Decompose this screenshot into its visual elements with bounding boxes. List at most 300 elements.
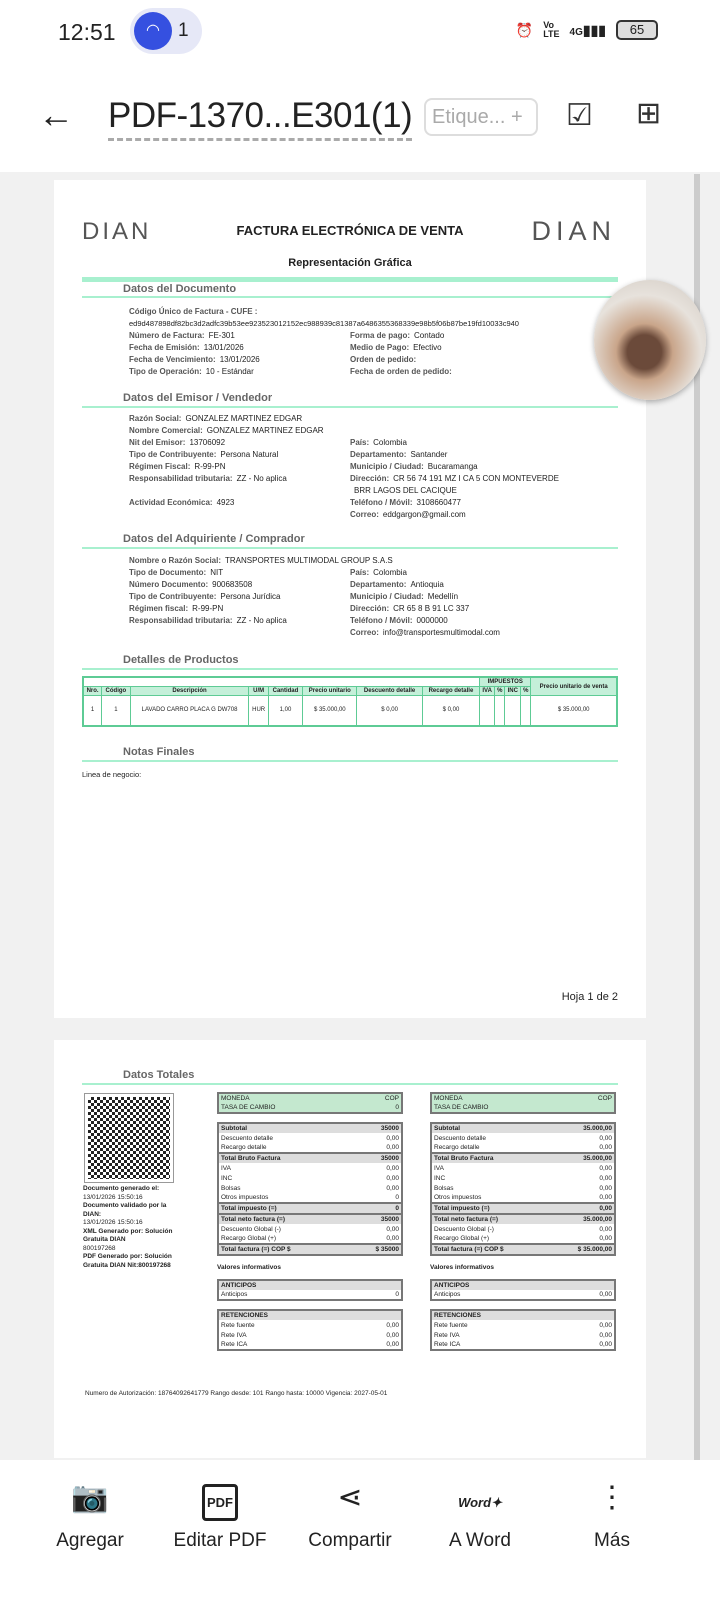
row-value: 0,00: [386, 1174, 399, 1182]
volte-icon: Vo LTE: [543, 20, 560, 39]
row-label: Rete fuente: [221, 1321, 255, 1329]
field-row: [129, 485, 609, 497]
more-icon: ⋮: [597, 1481, 627, 1514]
floating-avatar-bubble[interactable]: [594, 280, 706, 400]
row-label: Anticipos: [434, 1291, 461, 1298]
currency-table-row: [218, 1103, 402, 1113]
field-row: [129, 473, 609, 485]
row-value: 0,00: [599, 1174, 612, 1182]
field-value: Efectivo: [413, 343, 442, 352]
impuestos-header: IMPUESTOS: [480, 677, 531, 687]
qr-info-line: 800197268: [83, 1244, 116, 1252]
row-label: Rete ICA: [434, 1341, 461, 1348]
field-cell: [350, 437, 571, 449]
select-pages-icon[interactable]: ☑: [566, 99, 593, 132]
back-arrow-icon[interactable]: ←: [38, 94, 74, 135]
table-cell: LAVADO CARRO PLACA G DW708: [130, 696, 249, 726]
blank-header-cell: [357, 677, 422, 687]
section-emisor: Datos del Emisor / Vendedor: [123, 392, 273, 404]
field-cell: [350, 485, 571, 497]
field-cell: [129, 366, 350, 378]
status-bar: [0, 0, 720, 64]
section-productos: Detalles de Productos: [123, 654, 239, 666]
field-label: Responsabilidad tributaria:: [129, 616, 233, 625]
table-row: [83, 696, 617, 726]
column-header: Precio unitario: [303, 687, 357, 696]
field-value: CR 65 8 B 91 LC 337: [393, 604, 470, 613]
column-header: Nro.: [83, 687, 102, 696]
row-label: Descuento Global (-): [434, 1225, 494, 1233]
field-value: 13706092: [189, 438, 226, 447]
pdf-icon: PDF: [168, 1460, 272, 1524]
to-word-button[interactable]: [430, 1460, 530, 1552]
field-value: Colombia: [373, 568, 407, 577]
row-label: Subtotal: [218, 1123, 351, 1133]
field-label: Nombre Comercial:: [129, 426, 203, 435]
blank-header-cell: [422, 677, 479, 687]
column-header: INC: [505, 687, 521, 696]
field-value: ZZ - No aplica: [236, 616, 287, 625]
field-cell: [129, 485, 350, 497]
field-label: País:: [350, 438, 370, 447]
field-value: Colombia: [373, 438, 407, 447]
section-totales: Datos Totales: [123, 1069, 195, 1081]
field-label: Tipo de Contribuyente:: [129, 450, 217, 459]
valores-informativos: Valores informativos: [430, 1264, 494, 1271]
field-cell: [350, 449, 571, 461]
section-adquiriente: Datos del Adquiriente / Comprador: [123, 533, 305, 545]
table-cell: 1,00: [268, 696, 302, 726]
field-row: [129, 567, 609, 579]
field-label: Correo:: [350, 510, 379, 519]
blank-header-cell: [102, 677, 130, 687]
field-label: Número Documento:: [129, 580, 209, 589]
field-cell: [129, 449, 350, 461]
field-cell: [350, 603, 571, 615]
field-cell: [129, 567, 350, 579]
qr-info-line: 13/01/2026 15:50:16: [83, 1219, 143, 1226]
field-label: Medio de Pago:: [350, 343, 410, 352]
row-value: 35.000,00: [551, 1123, 615, 1133]
field-cell: [350, 461, 571, 473]
field-cell: [350, 354, 571, 366]
invoice-title: FACTURA ELECTRÓNICA DE VENTA: [236, 223, 464, 238]
blank-header-cell: [268, 677, 302, 687]
row-value: [370, 1280, 402, 1290]
row-value: 0,00: [386, 1144, 399, 1151]
row-label: Subtotal: [431, 1123, 551, 1133]
field-value: R-99-PN: [194, 462, 226, 471]
totals-table-row: [431, 1123, 615, 1133]
field-cell: [129, 497, 350, 509]
field-row: [129, 425, 609, 437]
row-label: MONEDA: [218, 1093, 357, 1103]
field-label: Fecha de Vencimiento:: [129, 355, 216, 364]
anticipos-table: [217, 1279, 403, 1301]
field-label: Dirección:: [350, 474, 390, 483]
field-cell: [129, 425, 350, 437]
row-label: TASA DE CAMBIO: [431, 1103, 570, 1113]
plus-icon: +: [510, 106, 523, 128]
totals-table-row: [218, 1123, 402, 1133]
table-cell: 1: [83, 696, 102, 726]
row-label: Recargo detalle: [221, 1144, 267, 1151]
currency-table: [217, 1092, 403, 1114]
battery-icon: 65: [616, 20, 658, 40]
totals-table: [217, 1122, 403, 1256]
totals-table-row: [431, 1143, 615, 1153]
field-cell: [350, 413, 571, 425]
field-row: [129, 354, 649, 366]
field-value: Contado: [414, 331, 445, 340]
row-label: TASA DE CAMBIO: [218, 1103, 357, 1113]
row-label: Recargo Global (+): [434, 1235, 490, 1242]
field-cell: [129, 461, 350, 473]
alarm-icon: ⏰: [515, 21, 534, 38]
hotspot-icon: ◠: [134, 12, 172, 50]
share-icon: ⋖: [337, 1481, 363, 1514]
field-value: 3108660477: [416, 498, 462, 507]
field-row: [129, 330, 649, 342]
row-label: Total neto factura (=): [218, 1214, 351, 1224]
row-value: 0,00: [599, 1164, 612, 1172]
row-value: [570, 1103, 615, 1113]
retenciones-table-row: [218, 1340, 402, 1350]
row-value: 0,00: [599, 1144, 612, 1151]
field-value: GONZALEZ MARTINEZ EDGAR: [185, 414, 303, 423]
totals-table-row: [431, 1244, 615, 1255]
field-cell: [129, 615, 350, 627]
field-label: Tipo de Operación:: [129, 367, 202, 376]
hotspot-count: 1: [178, 20, 189, 41]
business-line: Linea de negocio:: [82, 770, 142, 779]
field-value: Bucaramanga: [427, 462, 478, 471]
field-value: TRANSPORTES MULTIMODAL GROUP S.A.S: [225, 556, 393, 565]
row-value: 0: [395, 1194, 399, 1201]
field-label: Teléfono / Móvil:: [350, 498, 413, 507]
field-cell: [350, 497, 571, 509]
totals-column-1: [217, 1092, 403, 1359]
pdf-page-2: [54, 1040, 646, 1458]
field-label: Razón Social:: [129, 414, 182, 423]
field-value: BRR LAGOS DEL CACIQUE: [354, 486, 457, 495]
anticipos-table-row: [218, 1290, 402, 1300]
edit-pdf-label: Editar PDF: [173, 1530, 267, 1551]
row-label: Recargo detalle: [434, 1144, 480, 1151]
row-label: Descuento detalle: [434, 1134, 487, 1142]
field-cell: [129, 555, 393, 567]
add-label: Agregar: [56, 1530, 124, 1551]
field-label: Departamento:: [350, 580, 407, 589]
field-label: Régimen fiscal:: [129, 604, 189, 613]
anticipos-table-row: [218, 1280, 402, 1290]
field-cell: [350, 342, 571, 354]
field-row: [129, 437, 609, 449]
row-value: 0,00: [386, 1134, 399, 1142]
row-value: COP: [570, 1093, 615, 1103]
table-cell: $ 0,00: [422, 696, 479, 726]
row-value: 35.000,00: [551, 1214, 615, 1224]
currency-table-row: [431, 1093, 615, 1103]
row-value: 0,00: [386, 1331, 399, 1339]
field-value: R-99-PN: [192, 604, 224, 613]
currency-table-row: [218, 1093, 402, 1103]
field-row: [129, 461, 609, 473]
currency-table: [430, 1092, 616, 1114]
field-cell: [129, 627, 350, 639]
row-label: MONEDA: [431, 1093, 570, 1103]
row-value: 0,00: [599, 1194, 612, 1201]
tag-placeholder: Etique...: [432, 106, 506, 128]
row-label: IVA: [221, 1164, 231, 1172]
row-value: 0: [395, 1291, 399, 1298]
field-value: 13/01/2026: [203, 343, 244, 352]
retenciones-table-row: [431, 1330, 615, 1340]
field-row: [129, 579, 609, 591]
row-value: 0,00: [599, 1321, 612, 1329]
page-number: Hoja 1 de 2: [561, 991, 618, 1003]
row-label: ANTICIPOS: [431, 1280, 559, 1290]
row-label: Bolsas: [221, 1184, 241, 1192]
table-cell: [505, 696, 521, 726]
field-label: Fecha de orden de pedido:: [350, 367, 452, 376]
clock: 12:51: [58, 19, 116, 45]
bottom-toolbar: [0, 1460, 720, 1612]
valores-informativos: Valores informativos: [217, 1264, 281, 1271]
totals-table-row: [218, 1244, 402, 1255]
row-label: Otros impuestos: [434, 1194, 482, 1201]
field-label: Municipio / Ciudad:: [350, 462, 424, 471]
totals-table-row: [218, 1153, 402, 1163]
field-cell: [350, 567, 571, 579]
field-cell: [129, 437, 350, 449]
row-value: 0: [351, 1203, 402, 1214]
table-cell: [521, 696, 531, 726]
row-label: RETENCIONES: [218, 1310, 355, 1320]
totals-table-row: [431, 1234, 615, 1244]
field-value: CR 56 74 191 MZ I CA 5 CON MONTEVERDE: [393, 474, 559, 483]
table-cell: $ 35.000,00: [303, 696, 357, 726]
field-row: [129, 413, 609, 425]
field-label: Actividad Económica:: [129, 498, 213, 507]
field-row: [129, 366, 649, 378]
row-value: 0,00: [599, 1235, 612, 1242]
row-value: 0,00: [386, 1225, 399, 1233]
field-value: Medellín: [427, 592, 459, 601]
field-row: [129, 555, 609, 567]
row-label: Total neto factura (=): [431, 1214, 551, 1224]
field-cell: [350, 579, 571, 591]
table-cell: [480, 696, 495, 726]
row-label: Recargo Global (+): [221, 1235, 277, 1242]
row-value: 0,00: [386, 1164, 399, 1172]
row-label: Descuento detalle: [221, 1134, 274, 1142]
tag-button[interactable]: [424, 98, 538, 136]
qr-info-line: PDF Generado por: Solución Gratuita DIAN Nit:800197268: [83, 1253, 172, 1269]
row-value: [568, 1310, 615, 1320]
field-cell: [129, 509, 350, 521]
field-row: [129, 591, 609, 603]
field-label: Nombre o Razón Social:: [129, 556, 222, 565]
more-label: Más: [594, 1530, 630, 1551]
totals-table-row: [431, 1203, 615, 1214]
totals-table-row: [431, 1153, 615, 1163]
pdf-page-1: [54, 180, 646, 1018]
field-row: [129, 449, 609, 461]
add-button[interactable]: [40, 1460, 140, 1552]
field-cell: [129, 342, 350, 354]
qr-info: [83, 1185, 183, 1270]
row-value: 35000: [351, 1153, 402, 1163]
row-label: Total factura (=) COP $: [218, 1244, 351, 1255]
field-cell: [129, 591, 350, 603]
totals-table-row: [218, 1203, 402, 1214]
row-label: Anticipos: [221, 1291, 248, 1298]
authorization-text: Numero de Autorización: 18764092641779 Rango desde: 101 Rango hasta: 10000 Vigencia: 2027-05-01: [85, 1390, 388, 1397]
field-cell: [129, 330, 350, 342]
field-label: Departamento:: [350, 450, 407, 459]
qr-code: [85, 1094, 173, 1182]
field-value: 900683508: [212, 580, 253, 589]
row-value: 0,00: [599, 1134, 612, 1142]
share-label: Compartir: [308, 1530, 392, 1551]
column-header: %: [495, 687, 505, 696]
section-notas: Notas Finales: [123, 746, 195, 758]
anticipos-table: [430, 1279, 616, 1301]
row-value: 0,00: [599, 1341, 612, 1348]
totals-table-row: [218, 1224, 402, 1234]
retenciones-table-row: [431, 1340, 615, 1350]
row-label: Total impuesto (=): [218, 1203, 351, 1214]
field-label: Responsabilidad tributaria:: [129, 474, 233, 483]
field-row: [129, 603, 609, 615]
table-cell: $ 35.000,00: [531, 696, 617, 726]
blank-header-cell: [249, 677, 268, 687]
blank-header-cell: [303, 677, 357, 687]
field-row: [129, 497, 609, 509]
field-value: 4923: [216, 498, 235, 507]
row-value: 35.000,00: [551, 1153, 615, 1163]
blank-header-cell: [83, 677, 102, 687]
retenciones-table: [430, 1309, 616, 1351]
row-value: 35000: [351, 1123, 402, 1133]
anticipos-table-row: [431, 1280, 615, 1290]
retenciones-table-row: [431, 1320, 615, 1330]
totals-table-row: [218, 1163, 402, 1173]
field-row: [129, 509, 609, 521]
field-label: Dirección:: [350, 604, 390, 613]
row-value: 0,00: [386, 1235, 399, 1242]
totals-table-row: [431, 1214, 615, 1224]
products-table: [82, 676, 618, 727]
field-cell: [129, 354, 350, 366]
field-row: [129, 342, 649, 354]
column-header: Cantidad: [268, 687, 302, 696]
totals-table-row: [218, 1143, 402, 1153]
row-label: ANTICIPOS: [218, 1280, 370, 1290]
blank-header-cell: [130, 677, 249, 687]
file-title[interactable]: PDF-1370...E301(1): [108, 96, 412, 141]
field-label: Forma de pago:: [350, 331, 411, 340]
row-label: IVA: [434, 1164, 444, 1172]
field-cell: [350, 509, 571, 521]
totals-column-2: [430, 1092, 616, 1359]
field-label: Orden de pedido:: [350, 355, 417, 364]
table-cell: HUR: [249, 696, 268, 726]
retenciones-table-row: [431, 1310, 615, 1320]
field-label: Teléfono / Móvil:: [350, 616, 413, 625]
row-value: $ 35000: [351, 1244, 402, 1255]
column-header: Código: [102, 687, 130, 696]
column-header: U/M: [249, 687, 268, 696]
field-row: [129, 627, 609, 639]
table-cell: 1: [102, 696, 130, 726]
edit-pdf-button[interactable]: [168, 1460, 272, 1552]
totals-table-row: [218, 1234, 402, 1244]
word-icon: Word✦: [458, 1495, 502, 1510]
field-value: eddgargon@gmail.com: [382, 510, 466, 519]
signal-icon: 4G▮▮▮: [569, 21, 606, 38]
totals-table-row: [431, 1193, 615, 1203]
row-label: Total Bruto Factura: [431, 1153, 551, 1163]
field-value: Persona Jurídica: [220, 592, 281, 601]
more-button[interactable]: [570, 1460, 654, 1552]
table-header-top: [83, 677, 617, 687]
field-label: Número de Factura:: [129, 331, 205, 340]
totals-table-row: [218, 1193, 402, 1203]
hotspot-indicator[interactable]: [130, 8, 202, 54]
row-value: COP: [357, 1093, 402, 1103]
field-row: [129, 615, 609, 627]
field-value: ZZ - No aplica: [236, 474, 287, 483]
row-value: 0,00: [386, 1341, 399, 1348]
row-value: 0,00: [599, 1184, 612, 1192]
totals-table-row: [218, 1173, 402, 1183]
row-label: Rete fuente: [434, 1321, 468, 1329]
field-cell: [350, 366, 571, 378]
field-label: Municipio / Ciudad:: [350, 592, 424, 601]
row-label: Descuento Global (-): [221, 1225, 281, 1233]
column-header: Descripción: [130, 687, 249, 696]
grid-view-icon[interactable]: ⊞: [636, 97, 662, 130]
field-cell: [350, 425, 571, 437]
cufe-label: Código Único de Factura - CUFE :: [129, 307, 258, 316]
share-button[interactable]: [300, 1460, 400, 1552]
header-divider: [82, 277, 618, 282]
column-header: Descuento detalle: [357, 687, 422, 696]
field-value: Antioquia: [410, 580, 444, 589]
totals-table-row: [431, 1133, 615, 1143]
field-label: Fecha de Emisión:: [129, 343, 200, 352]
field-label: Nit del Emisor:: [129, 438, 186, 447]
field-label: Tipo de Documento:: [129, 568, 207, 577]
field-value: 13/01/2026: [219, 355, 260, 364]
table-cell: [495, 696, 505, 726]
row-value: 0,00: [386, 1184, 399, 1192]
field-cell: [129, 579, 350, 591]
retenciones-table-row: [218, 1310, 402, 1320]
cufe-value: ed9d487898df82bc3d2adfc39b53ee923523012152ec988939c81387a6486355368339e98b5f06b87be19fd10033c940: [129, 319, 519, 328]
retenciones-table-row: [218, 1330, 402, 1340]
totals-table: [430, 1122, 616, 1256]
field-label: Tipo de Contribuyente:: [129, 592, 217, 601]
qr-info-line: Documento validado por la DIAN:: [83, 1202, 167, 1218]
field-cell: [350, 591, 571, 603]
field-cell: [129, 603, 350, 615]
qr-info-line: XML Generado por: Solución Gratuita DIAN: [83, 1227, 173, 1243]
totals-table-row: [431, 1224, 615, 1234]
field-cell: [350, 615, 571, 627]
